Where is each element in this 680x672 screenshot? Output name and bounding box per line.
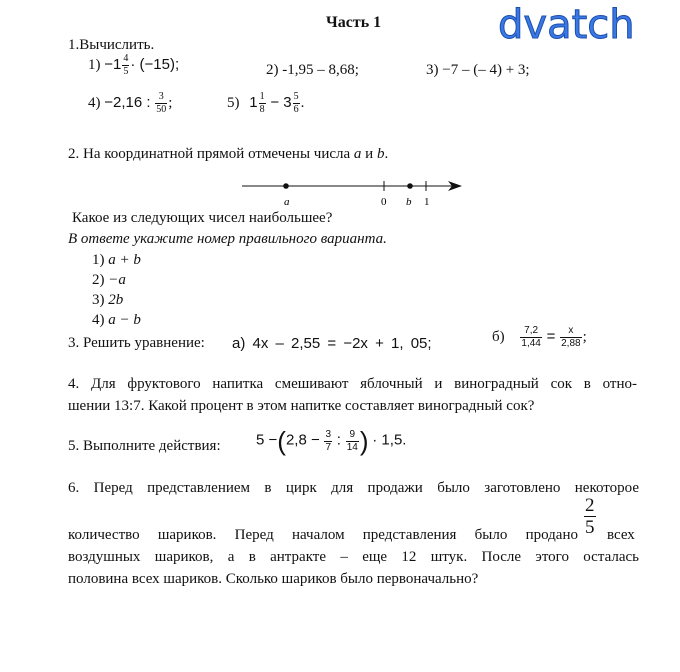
expr-part: −2,16 : (104, 93, 151, 111)
option-number: 1) (92, 252, 105, 268)
task2-instruction: В ответе укажите номер правильного варианта. (68, 231, 387, 247)
numerator: 9 (346, 430, 359, 442)
point-a (283, 183, 289, 189)
task1-item1 (88, 54, 179, 77)
task1-heading: 1.Вычислить. (68, 37, 155, 53)
denominator: 2,88 (561, 338, 581, 349)
fraction (293, 92, 300, 115)
task2-question: Какое из следующих чисел наибольшее? (72, 210, 333, 226)
denominator: 6 (293, 104, 299, 115)
fraction (122, 54, 129, 77)
denominator: 8 (259, 104, 265, 115)
numerator: 3 (155, 92, 167, 104)
task4-line1: 4. Для фруктового напитка смешивают яблочный и виноградный сок в отно- (68, 376, 637, 392)
expr-part: 5 − (256, 431, 278, 449)
numerator: 1 (259, 91, 265, 102)
label-zero: 0 (381, 196, 387, 208)
item-number: 2) (266, 62, 279, 78)
denominator: 14 (346, 441, 358, 453)
option-expr: 2b (108, 292, 124, 308)
task1-item5 (227, 92, 304, 115)
expr-part: − 3 (270, 93, 292, 111)
option-1 (92, 252, 141, 269)
numerator: x (560, 326, 581, 338)
item-number: 5) (227, 94, 240, 111)
task6-fraction (583, 496, 597, 537)
task4-line2: шении 13:7. Какой процент в этом напитке составляет виноградный сок? (68, 398, 535, 414)
task6-line1: 6. Перед представлением в цирк для продажи было заготовлено некоторое (68, 480, 639, 496)
task1-item4 (88, 92, 172, 115)
expr-part: . (300, 94, 305, 111)
expr-part: · (−15); (130, 55, 180, 73)
var-b: b (376, 146, 385, 162)
task3-part-b (492, 326, 587, 349)
expr-part: ; (582, 328, 587, 345)
paren-open: ( (277, 426, 286, 456)
expr-part: −1 (104, 55, 122, 73)
task6-line4: половина всех шариков. Сколько шариков было первоначально? (68, 571, 479, 587)
watermark-logo: dvatch (498, 2, 635, 48)
number-line (240, 176, 466, 210)
denominator: 7 (325, 441, 332, 453)
item-number: 4) (88, 94, 101, 111)
heading-text: 2. На координатной прямой отмечены числа (68, 146, 354, 162)
fraction (324, 430, 332, 453)
fraction (259, 92, 266, 115)
page-title: Часть 1 (326, 14, 382, 31)
label-a: a (284, 196, 290, 208)
option-expr: a + b (108, 252, 141, 268)
heading-text: и (361, 146, 377, 162)
task6-line3: воздушных шариков, а в антракте – еще 12 штук. После этого осталась (68, 549, 639, 565)
option-expr: a − b (108, 312, 141, 328)
option-4 (92, 312, 141, 329)
expr-text: -1,95 – 8,68; (282, 62, 359, 78)
expr-part: 1 (249, 93, 258, 111)
expr-part: : (336, 431, 341, 449)
fraction (346, 430, 359, 453)
fraction (155, 92, 167, 115)
task6-line2: количество шариков. Перед началом представления было продано (68, 527, 578, 543)
option-expr: −a (108, 272, 126, 288)
denominator: 50 (156, 104, 167, 115)
numerator: 7,2 (520, 326, 541, 338)
point-b (407, 183, 413, 189)
denominator: 1,44 (521, 338, 541, 349)
option-number: 2) (92, 272, 105, 288)
task1-item2 (266, 62, 359, 79)
task2-heading (68, 146, 388, 163)
expr-part: · 1,5. (372, 431, 407, 449)
var-a: a (353, 146, 362, 162)
item-number: 3) (426, 62, 439, 78)
heading-text: . (384, 146, 389, 162)
denominator: 5 (585, 517, 595, 538)
numerator: 5 (293, 91, 299, 102)
denominator: 5 (123, 66, 129, 77)
paren-close: ) (359, 426, 369, 456)
fraction (584, 496, 596, 537)
label-one: 1 (424, 196, 430, 208)
fraction (560, 326, 581, 349)
option-3 (92, 292, 123, 309)
part-label: б) (492, 328, 505, 345)
task6-line2-end: всех (607, 527, 635, 543)
label-b: b (406, 196, 412, 208)
task3-heading: 3. Решить уравнение: (68, 335, 205, 351)
option-number: 4) (92, 312, 105, 328)
equals-sign: = (546, 327, 556, 345)
option-number: 3) (92, 292, 105, 308)
numerator: 2 (585, 495, 595, 516)
task1-item3 (426, 62, 530, 79)
option-2 (92, 272, 126, 289)
fraction (520, 326, 541, 349)
expr-text: −7 – (– 4) + 3; (442, 62, 530, 78)
task5-heading: 5. Выполните действия: (68, 438, 221, 454)
numerator: 4 (123, 53, 129, 64)
expr-part: ; (168, 94, 173, 111)
task3-part-a: а) 4x – 2,55 = −2x + 1, 05; (232, 335, 432, 352)
expr-part: 2,8 − (285, 431, 320, 449)
item-number: 1) (88, 56, 101, 73)
task5-expression (256, 428, 406, 454)
numerator: 3 (325, 428, 332, 440)
